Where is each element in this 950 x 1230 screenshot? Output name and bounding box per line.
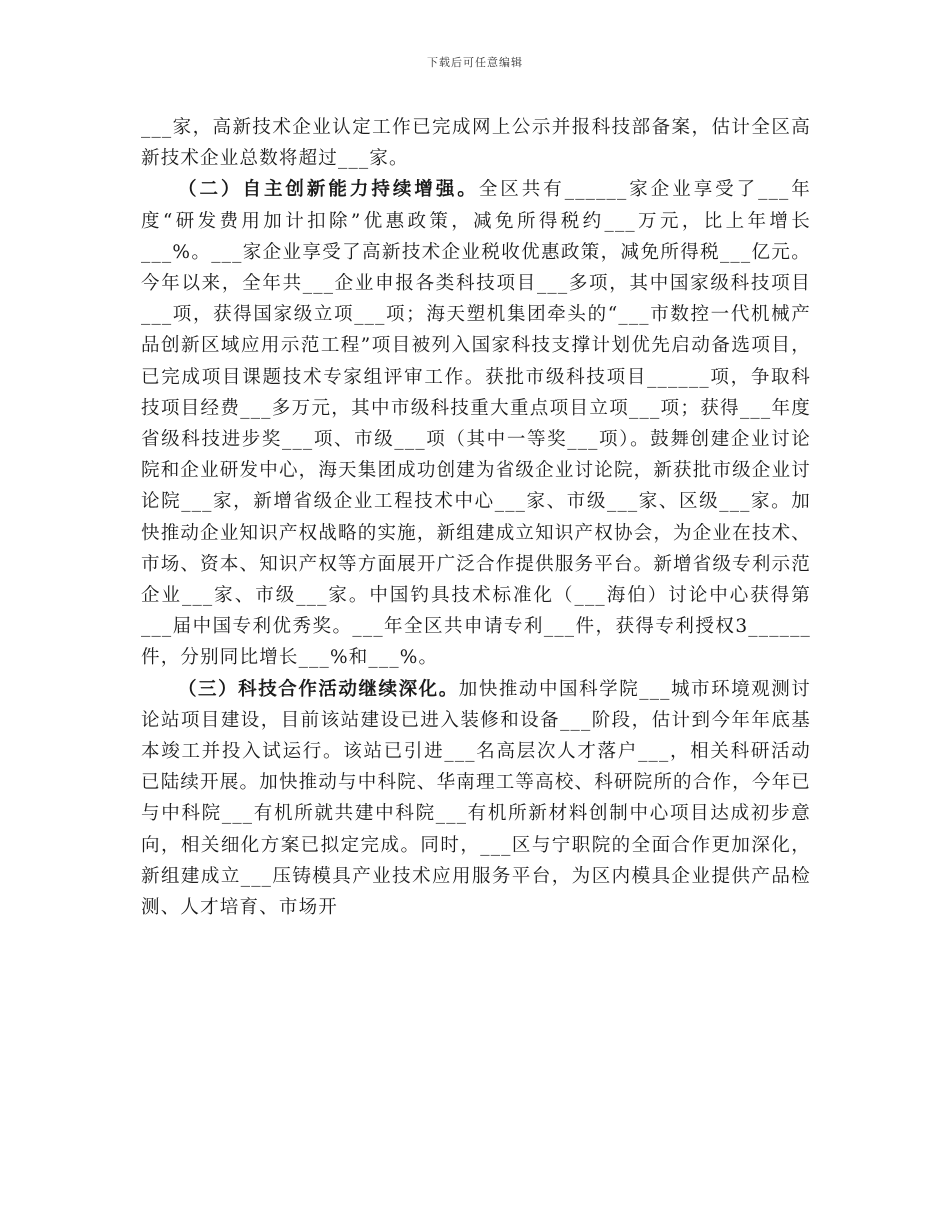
paragraph-body: 加快推动中国科学院___城市环境观测讨论站项目建设，目前该站建设已进入装修和设备___阶段，估计到今年年底基本竣工并投入试运行。该站已引进___名高层次人才落户___，相关科研活动已陆续开展。加快推动与中科院、华南理工等高校、科研院所的合作，今年已与中科院___有机所就共建中科院___有机所新材料创制中心项目达成初步意向，相关细化方案已拟定完成。同时，___区与宁职院的全面合作更加深化，新组建成立___压铸模具产业技术应用服务平台，为区内模具企业提供产品检测、人才培育、市场开: [141, 678, 811, 919]
paragraph-continuation: [141, 112, 811, 174]
page-header: 下载后可任意编辑: [427, 56, 523, 69]
section-heading: （二）自主创新能力持续增强。: [178, 179, 479, 201]
paragraph-body: ___家，高新技术企业认定工作已完成网上公示并报科技部备案，估计全区高新技术企业总数将超过___家。: [141, 117, 811, 170]
section-heading: （三）科技合作活动继续深化。: [178, 678, 459, 700]
paragraph-section-2: [141, 174, 811, 673]
document-body: [141, 112, 811, 923]
paragraph-body: 全区共有______家企业享受了___年度“研发费用加计扣除”优惠政策，减免所得税约___万元，比上年增长___%。___家企业享受了高新技术企业税收优惠政策，减免所得税___亿元。今年以来，全年共___企业申报各类科技项目___多项，其中国家级科技项目___项，获得国家级立项___项；海天塑机集团牵头的“___市数控一代机械产品创新区域应用示范工程”项目被列入国家科技支撑计划优先启动备选项目，已完成项目课题技术专家组评审工作。获批市级科技项目______项，争取科技项目经费___多万元，其中市级科技重大重点项目立项___项；获得___年度省级科技进步奖___项、市级___项（其中一等奖___项）。鼓舞创建企业讨论院和企业研发中心，海天集团成功创建为省级企业讨论院，新获批市级企业讨论院___家，新增省级企业工程技术中心___家、市级___家、区级___家。加快推动企业知识产权战略的实施，新组建成立知识产权协会，为企业在技术、市场、资本、知识产权等方面展开广泛合作提供服务平台。新增省级专利示范企业___家、市级___家。中国钓具技术标准化（___海伯）讨论中心获得第___届中国专利优秀奖。___年全区共申请专利___件，获得专利授权3______件，分别同比增长___%和___%。: [141, 179, 811, 669]
paragraph-section-3: [141, 674, 811, 924]
